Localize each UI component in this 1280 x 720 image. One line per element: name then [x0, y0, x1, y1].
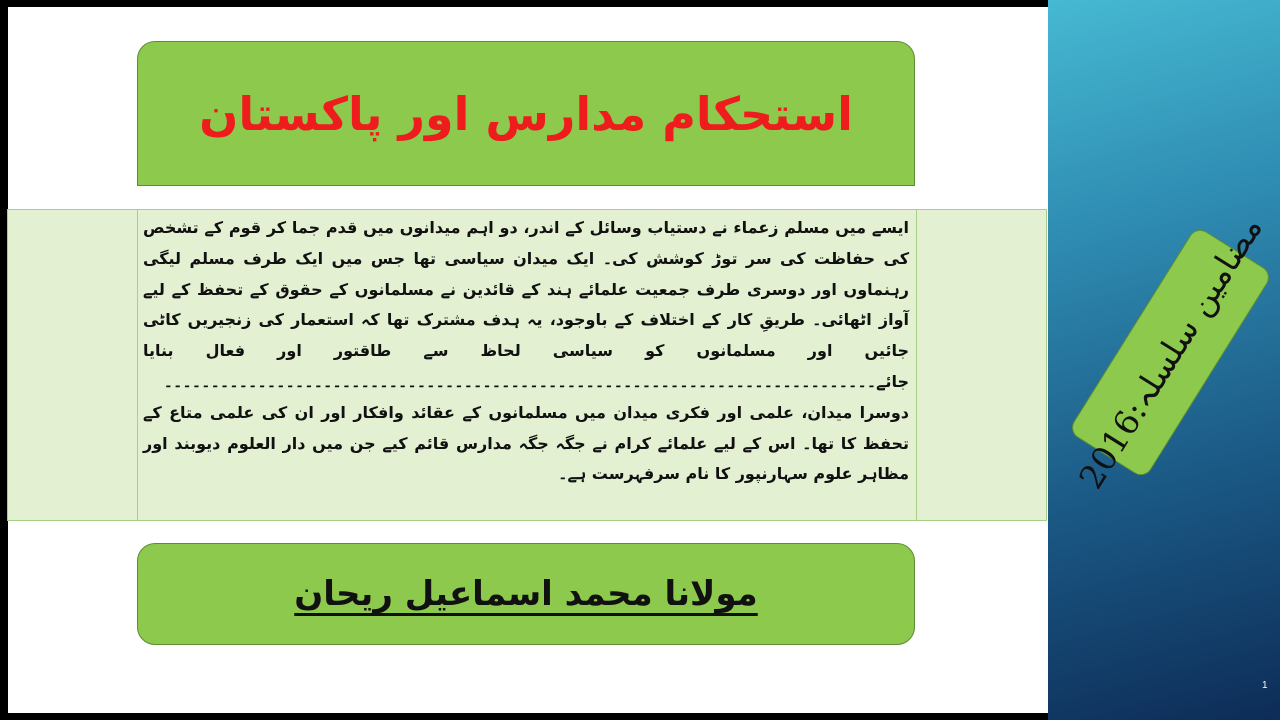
author-name: مولانا محمد اسماعیل ریحان: [294, 574, 758, 614]
slide-title: استحکام مدارس اور پاکستان: [199, 86, 853, 141]
page-number: 1: [1262, 680, 1268, 691]
band-right-divider: [916, 210, 917, 520]
body-paragraph: ایسے میں مسلم زعماء نے دستیاب وسائل کے اندر، دو اہم میدانوں میں قدم جما کر قوم کے تشخص کی حفاظت کی سر توڑ کوشش کی۔ ایک میدان سیاسی تھا جس میں ایک طرف مسلم لیگی رہنماوں اور دوسری طرف جمعیت علمائے ہند کے قائدین نے مسلمانوں کے حقوق کے تحفظ کے لیے آواز اٹھائی۔ طریقِ کار کے اختلاف کے باوجود، یہ ہدف مشترک تھا کہ استعمار کی زنجیریں کاٹی جائیں اور مسلمانوں کو سیاسی لحاظ سے طاقتور اور فعال بنایا جائے۔۔۔۔۔۔۔۔۔۔۔۔۔۔۔۔۔۔۔۔۔۔۔۔۔۔۔۔۔۔۔۔۔۔۔۔۔۔۔۔۔۔۔۔۔۔۔۔۔۔۔۔۔۔۔۔۔۔۔۔۔۔۔۔۔۔۔۔۔۔۔۔۔۔۔۔ دوسرا میدان، علمی اور فکری میدان میں مسلمانوں کے عقائد وافکار اور ان کی علمی متاع کے تحفظ کا تھا۔ اس کے لیے علمائے کرام نے جگہ جگہ مدارس قائم کیے جن میں دار العلوم دیوبند اور مظاہر علوم سہارنپور کا نام سرفہرست ہے۔: [143, 218, 909, 484]
band-left-divider: [137, 210, 138, 520]
author-box: [137, 543, 915, 645]
title-box: [137, 41, 915, 186]
series-tag-label: مضامین سلسلہ:2016: [1071, 209, 1270, 496]
